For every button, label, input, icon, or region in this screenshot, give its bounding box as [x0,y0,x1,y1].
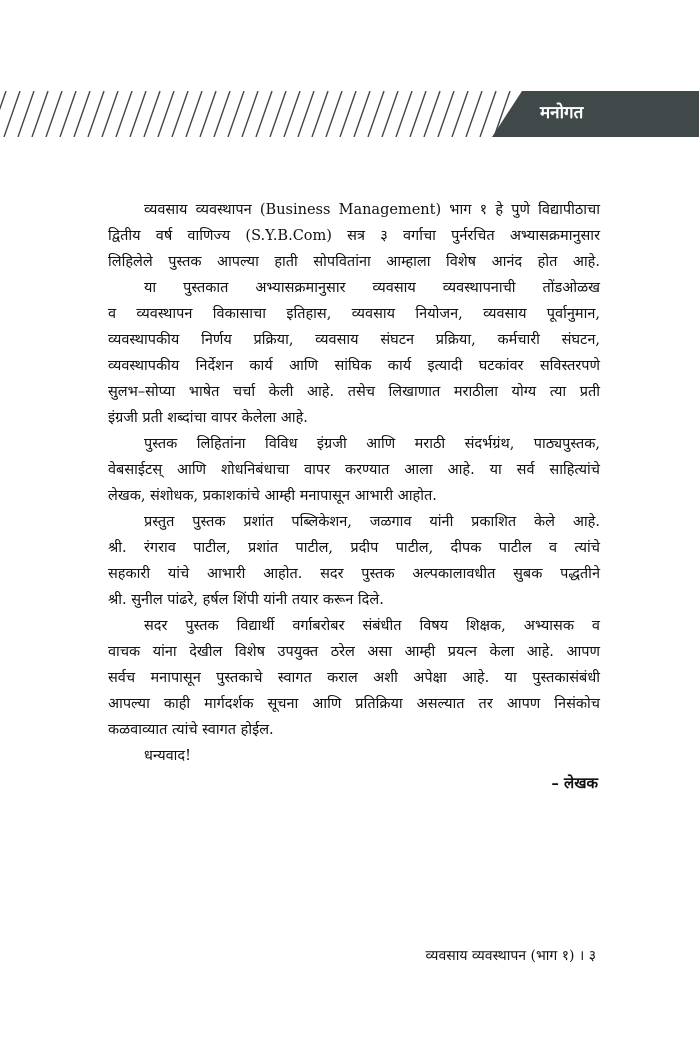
stripe [312,91,328,137]
text-line: लेखक, संशोधक, प्रकाशकांचे आम्ही मनापासून आभारी आहोत. [108,488,437,504]
text-line: आपल्या काही मार्गदर्शक सूचना आणि प्रतिक्रिया असल्यात तर आपण निसंकोच [108,696,600,712]
stripe [396,91,412,137]
stripe [130,91,146,137]
text-line: श्री. सुनील पांढरे, हर्षल शिंपी यांनी तयार करून दिले. [108,592,384,608]
stripe [60,91,76,137]
text-line: श्री. रंगराव पाटील, प्रशांत पाटील, प्रदीप पाटील, दीपक पाटील व त्यांचे [108,540,600,556]
stripe [200,91,216,137]
page-footer: व्यवसाय व्यवस्थापन (भाग १) । ३ [425,948,596,964]
stripe [74,91,90,137]
stripe [144,91,160,137]
text-line: प्रस्तुत पुस्तक प्रशांत पब्लिकेशन, जळगाव यांनी प्रकाशित केले आहे. [144,514,600,530]
stripe [340,91,356,137]
text-line: सर्वच मनापासून पुस्तकाचे स्वागत कराल अशी अपेक्षा आहे. या पुस्तकासंबंधी [108,670,600,686]
stripe [0,91,6,137]
stripe [32,91,48,137]
stripe [214,91,230,137]
text-line: व्यवस्थापकीय निर्देशन कार्य आणि सांघिक कार्य इत्यादी घटकांवर सविस्तरपणे [108,358,600,374]
stripe [410,91,426,137]
text-line: व्यवसाय व्यवस्थापन (Business Management) भाग १ हे पुणे विद्यापीठाचा [144,202,600,218]
text-line: सुलभ–सोप्या भाषेत चर्चा केली आहे. तसेच लिखाणात मराठीला योग्य त्या प्रती [108,384,600,400]
signature: – लेखक [551,774,598,792]
stripe [326,91,342,137]
text-line: पुस्तक लिहितांना विविध इंग्रजी आणि मराठी संदर्भग्रंथ, पाठ्यपुस्तक, [144,436,600,452]
text-line: व्यवस्थापकीय निर्णय प्रक्रिया, व्यवसाय संघटन प्रक्रिया, कर्मचारी संघटन, [108,332,600,348]
stripe [256,91,272,137]
stripe [354,91,370,137]
text-line: व व्यवस्थापन विकासाचा इतिहास, व्यवसाय नियोजन, व्यवसाय पूर्वानुमान, [108,306,600,322]
stripe [284,91,300,137]
stripe [46,91,62,137]
stripe [186,91,202,137]
stripe [242,91,258,137]
text-line: या पुस्तकात अभ्यासक्रमानुसार व्यवसाय व्यवस्थापनाची तोंडओळख [144,280,600,296]
stripe [438,91,454,137]
stripe [424,91,440,137]
text-line: लिहिलेले पुस्तक आपल्या हाती सोपवितांना आम्हाला विशेष आनंद होत आहे. [108,254,600,270]
stripe [88,91,104,137]
header-stripes [0,91,520,137]
text-line: सदर पुस्तक विद्यार्थी वर्गाबरोबर संबंधीत विषय शिक्षक, अभ्यासक व [144,618,600,634]
stripe [4,91,20,137]
text-line: वेबसाईटस् आणि शोधनिबंधाचा वापर करण्यात आला आहे. या सर्व साहित्यांचे [108,462,600,478]
preface-body [108,197,600,769]
stripe [18,91,34,137]
stripe [158,91,174,137]
stripe [382,91,398,137]
text-line: धन्यवाद! [144,748,191,764]
stripe [452,91,468,137]
text-line: सहकारी यांचे आभारी आहोत. सदर पुस्तक अल्पकालावधीत सुबक पद्धतीने [108,566,600,582]
page-title: मनोगत [540,103,584,123]
stripe [368,91,384,137]
stripe [102,91,118,137]
stripe [270,91,286,137]
text-line: कळवाव्यात त्यांचे स्वागत होईल. [108,722,274,738]
stripe [228,91,244,137]
text-line: वाचक यांना देखील विशेष उपयुक्त ठरेल असा आम्ही प्रयत्न केला आहे. आपण [108,644,600,660]
stripe [466,91,482,137]
header-band [492,91,699,137]
text-line: इंग्रजी प्रती शब्दांचा वापर केलेला आहे. [108,410,308,426]
stripe [298,91,314,137]
stripe [172,91,188,137]
stripe [116,91,132,137]
stripe [480,91,496,137]
text-line: द्वितीय वर्ष वाणिज्य (S.Y.B.Com) सत्र ३ वर्गाचा पुर्नरचित अभ्यासक्रमानुसार [108,228,600,244]
